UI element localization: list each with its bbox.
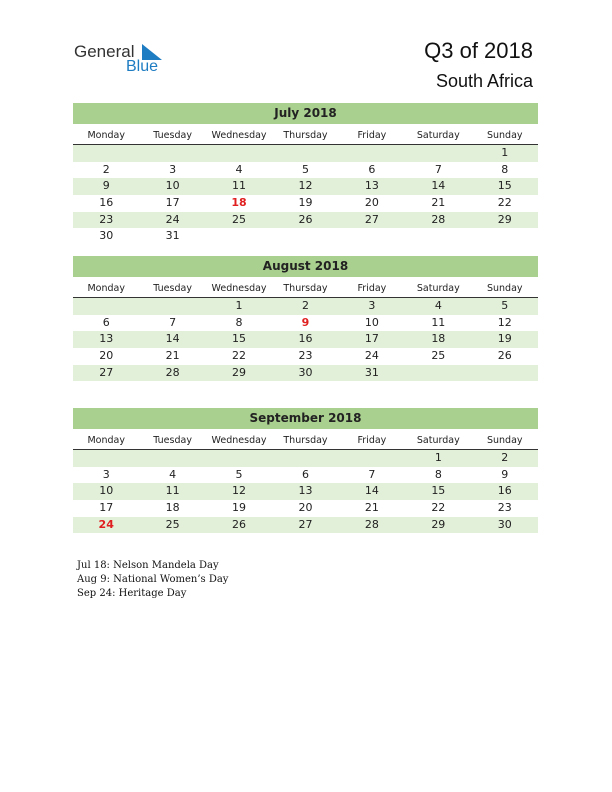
day-cell bbox=[339, 450, 405, 467]
day-cell: 13 bbox=[364, 179, 379, 193]
month-title: September 2018 bbox=[73, 408, 538, 429]
day-cell: 11 bbox=[165, 484, 180, 498]
day-cell: 16 bbox=[298, 332, 313, 346]
day-cell bbox=[472, 228, 538, 245]
day-cell: 6 bbox=[301, 467, 309, 481]
day-cell: 11 bbox=[232, 179, 247, 193]
day-cell: 21 bbox=[364, 501, 379, 515]
weekday-label: Wednesday bbox=[211, 283, 267, 294]
day-cell: 22 bbox=[232, 349, 247, 363]
day-cell: 28 bbox=[364, 517, 379, 531]
week-row bbox=[73, 315, 538, 332]
day-cell: 4 bbox=[434, 299, 442, 312]
weekday-label: Sunday bbox=[486, 435, 523, 446]
day-cell: 17 bbox=[99, 501, 114, 515]
day-cell: 15 bbox=[232, 332, 247, 346]
holiday-notes bbox=[77, 559, 228, 601]
page-title: Q3 of 2018 bbox=[424, 38, 533, 63]
day-cell: 20 bbox=[298, 501, 313, 515]
day-cell: 2 bbox=[102, 162, 110, 176]
day-cell: 22 bbox=[431, 501, 446, 515]
day-cell: 14 bbox=[364, 484, 379, 498]
day-cell: 9 bbox=[501, 467, 509, 481]
week-row bbox=[73, 178, 538, 195]
day-cell: 6 bbox=[102, 315, 110, 329]
week-row bbox=[73, 145, 538, 162]
day-cell: 13 bbox=[99, 332, 114, 346]
weekday-label: Thursday bbox=[283, 130, 328, 141]
weekday-header-row bbox=[73, 281, 538, 298]
day-cell: 10 bbox=[99, 484, 114, 498]
holiday-note: Jul 18: Nelson Mandela Day bbox=[77, 560, 219, 571]
day-cell: 10 bbox=[364, 315, 379, 329]
day-cell: 16 bbox=[99, 196, 114, 210]
day-cell: 30 bbox=[298, 365, 313, 379]
holiday-day-cell: 9 bbox=[301, 315, 310, 329]
month-title: July 2018 bbox=[73, 103, 538, 124]
day-cell bbox=[73, 298, 139, 315]
weekday-label: Tuesday bbox=[153, 130, 192, 141]
day-cell: 30 bbox=[497, 517, 512, 531]
day-cell: 17 bbox=[364, 332, 379, 346]
day-cell: 17 bbox=[165, 196, 180, 210]
day-cell bbox=[339, 145, 405, 162]
day-cell bbox=[206, 228, 272, 245]
day-cell: 8 bbox=[235, 315, 243, 329]
weekday-label: Wednesday bbox=[211, 130, 267, 141]
weekday-label: Thursday bbox=[283, 283, 328, 294]
day-cell: 20 bbox=[99, 349, 114, 363]
weekday-header-row bbox=[73, 433, 538, 450]
day-cell bbox=[73, 145, 139, 162]
weekday-label: Sunday bbox=[486, 283, 523, 294]
day-cell: 18 bbox=[165, 501, 180, 515]
weekday-label: Saturday bbox=[416, 283, 460, 294]
week-row bbox=[73, 331, 538, 348]
day-cell bbox=[206, 145, 272, 162]
day-cell: 24 bbox=[364, 349, 379, 363]
week-row bbox=[73, 450, 538, 467]
day-cell: 29 bbox=[431, 517, 446, 531]
week-row bbox=[73, 467, 538, 484]
logo-text-blue: Blue bbox=[126, 58, 159, 75]
day-cell: 16 bbox=[497, 484, 512, 498]
day-cell: 5 bbox=[301, 162, 309, 176]
day-cell: 7 bbox=[434, 162, 442, 176]
day-cell: 1 bbox=[235, 299, 243, 312]
month-calendar-july bbox=[73, 103, 538, 245]
holiday-note: Sep 24: Heritage Day bbox=[77, 588, 187, 599]
month-calendar-august bbox=[73, 256, 538, 381]
day-cell bbox=[206, 450, 272, 467]
day-cell: 11 bbox=[431, 315, 446, 329]
day-cell: 12 bbox=[298, 179, 313, 193]
month-calendar-september bbox=[73, 408, 538, 533]
day-cell: 5 bbox=[235, 467, 243, 481]
holiday-day-cell: 18 bbox=[231, 196, 247, 210]
day-cell: 26 bbox=[232, 517, 247, 531]
day-cell: 27 bbox=[99, 365, 114, 379]
day-cell: 27 bbox=[364, 212, 379, 226]
day-cell: 29 bbox=[497, 212, 512, 226]
day-cell: 8 bbox=[501, 162, 509, 176]
day-cell: 4 bbox=[235, 162, 243, 176]
day-cell: 19 bbox=[298, 196, 313, 210]
day-cell: 1 bbox=[434, 451, 442, 464]
weekday-label: Monday bbox=[87, 130, 125, 141]
week-row bbox=[73, 500, 538, 517]
day-cell: 15 bbox=[431, 484, 446, 498]
day-cell: 23 bbox=[497, 501, 512, 515]
logo-text-general: General bbox=[74, 42, 135, 61]
weekday-label: Friday bbox=[357, 435, 387, 446]
day-cell: 27 bbox=[298, 517, 313, 531]
day-cell: 14 bbox=[431, 179, 446, 193]
day-cell: 8 bbox=[434, 467, 442, 481]
logo bbox=[74, 42, 174, 78]
day-cell: 25 bbox=[431, 349, 446, 363]
day-cell: 25 bbox=[165, 517, 180, 531]
weekday-label: Sunday bbox=[486, 130, 523, 141]
week-row bbox=[73, 162, 538, 179]
day-cell: 26 bbox=[497, 349, 512, 363]
day-cell: 24 bbox=[165, 212, 180, 226]
day-cell: 28 bbox=[431, 212, 446, 226]
day-cell: 14 bbox=[165, 332, 180, 346]
day-cell bbox=[272, 450, 338, 467]
day-cell: 20 bbox=[364, 196, 379, 210]
weekday-label: Monday bbox=[87, 283, 125, 294]
weekday-label: Saturday bbox=[416, 130, 460, 141]
week-row bbox=[73, 228, 538, 245]
week-row bbox=[73, 517, 538, 534]
month-title: August 2018 bbox=[73, 256, 538, 277]
weekday-label: Monday bbox=[87, 435, 125, 446]
day-cell: 2 bbox=[301, 299, 309, 312]
day-cell: 18 bbox=[431, 332, 446, 346]
day-cell: 21 bbox=[431, 196, 446, 210]
week-row bbox=[73, 365, 538, 382]
holiday-day-cell: 24 bbox=[98, 517, 114, 531]
day-cell bbox=[405, 365, 471, 382]
weekday-label: Saturday bbox=[416, 435, 460, 446]
day-cell: 12 bbox=[497, 315, 512, 329]
day-cell: 3 bbox=[102, 467, 110, 481]
day-cell: 10 bbox=[165, 179, 180, 193]
weekday-label: Friday bbox=[357, 130, 387, 141]
day-cell: 15 bbox=[497, 179, 512, 193]
day-cell bbox=[139, 145, 205, 162]
day-cell bbox=[272, 145, 338, 162]
day-cell: 22 bbox=[497, 196, 512, 210]
day-cell: 26 bbox=[298, 212, 313, 226]
day-cell: 31 bbox=[165, 229, 180, 243]
day-cell bbox=[139, 298, 205, 315]
day-cell: 30 bbox=[99, 229, 114, 243]
day-cell: 7 bbox=[368, 467, 376, 481]
day-cell: 13 bbox=[298, 484, 313, 498]
day-cell: 19 bbox=[497, 332, 512, 346]
day-cell: 4 bbox=[169, 467, 177, 481]
week-row bbox=[73, 483, 538, 500]
weekday-header-row bbox=[73, 128, 538, 145]
week-row bbox=[73, 348, 538, 365]
day-cell bbox=[405, 228, 471, 245]
day-cell: 9 bbox=[102, 179, 110, 193]
day-cell: 29 bbox=[232, 365, 247, 379]
day-cell: 31 bbox=[364, 365, 379, 379]
day-cell: 3 bbox=[368, 299, 376, 312]
day-cell bbox=[405, 145, 471, 162]
day-cell bbox=[472, 365, 538, 382]
week-row bbox=[73, 195, 538, 212]
weekday-label: Thursday bbox=[283, 435, 328, 446]
day-cell: 23 bbox=[298, 349, 313, 363]
day-cell: 2 bbox=[501, 451, 509, 464]
day-cell: 23 bbox=[99, 212, 114, 226]
day-cell: 1 bbox=[501, 146, 509, 159]
weekday-label: Tuesday bbox=[153, 435, 192, 446]
day-cell: 19 bbox=[232, 501, 247, 515]
day-cell: 7 bbox=[169, 315, 177, 329]
day-cell bbox=[139, 450, 205, 467]
weekday-label: Wednesday bbox=[211, 435, 267, 446]
day-cell: 21 bbox=[165, 349, 180, 363]
weekday-label: Tuesday bbox=[153, 283, 192, 294]
week-row bbox=[73, 298, 538, 315]
day-cell: 12 bbox=[232, 484, 247, 498]
country-name: South Africa bbox=[435, 71, 533, 91]
day-cell bbox=[272, 228, 338, 245]
week-row bbox=[73, 212, 538, 229]
day-cell: 6 bbox=[368, 162, 376, 176]
holiday-note: Aug 9: National Women’s Day bbox=[77, 574, 229, 585]
day-cell: 5 bbox=[501, 299, 509, 312]
day-cell bbox=[339, 228, 405, 245]
day-cell: 25 bbox=[232, 212, 247, 226]
day-cell: 28 bbox=[165, 365, 180, 379]
weekday-label: Friday bbox=[357, 283, 387, 294]
day-cell: 3 bbox=[169, 162, 177, 176]
day-cell bbox=[73, 450, 139, 467]
